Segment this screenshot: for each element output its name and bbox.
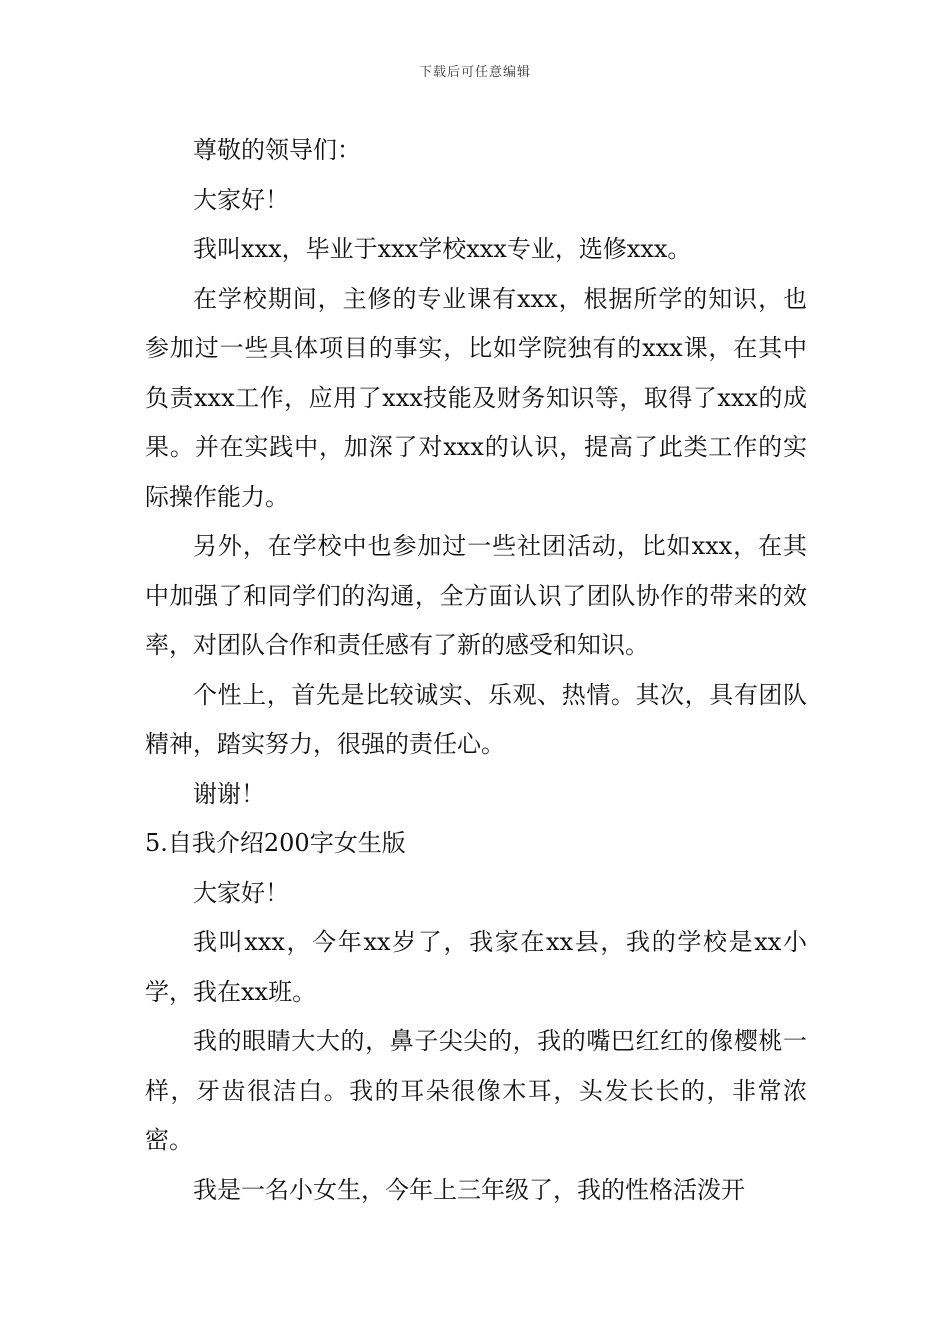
paragraph-personality: 个性上，首先是比较诚实、乐观、热情。其次，具有团队精神，踏实努力，很强的责任心。	[145, 680, 807, 758]
paragraph-appearance: 我的眼睛大大的，鼻子尖尖的，我的嘴巴红红的像樱桃一样，牙齿很洁白。我的耳朵很像木耳，头发长长的，非常浓密。	[145, 1027, 807, 1154]
section-heading: 5.自我介绍200字女生版	[145, 829, 406, 857]
paragraph-activities: 另外，在学校中也参加过一些社团活动，比如xxx，在其中加强了和同学们的沟通，全方面认识了团队协作的带来的效率，对团队合作和责任感有了新的感受和知识。	[145, 532, 807, 659]
paragraph-intro: 我叫xxx，毕业于xxx学校xxx专业，选修xxx。	[193, 235, 692, 263]
greeting: 大家好！	[193, 185, 289, 214]
document-body	[145, 126, 807, 1215]
paragraph-study: 在学校期间，主修的专业课有xxx，根据所学的知识，也参加过一些具体项目的事实，比如学院独有的xxx课，在其中负责xxx工作，应用了xxx技能及财务知识等，取得了xxx的成果。并在实践中，加深了对xxx的认识，提高了此类工作的实际操作能力。	[145, 284, 807, 511]
paragraph-grade: 我是一名小女生，今年上三年级了，我的性格活泼开	[193, 1175, 745, 1204]
page-header-note: 下载后可任意编辑	[418, 65, 531, 80]
closing-thanks: 谢谢！	[193, 779, 265, 808]
salutation: 尊敬的领导们：	[193, 136, 361, 164]
paragraph-name-school: 我叫xxx，今年xx岁了，我家在xx县，我的学校是xx小学，我在xx班。	[145, 928, 807, 1006]
greeting-second: 大家好！	[193, 878, 289, 907]
